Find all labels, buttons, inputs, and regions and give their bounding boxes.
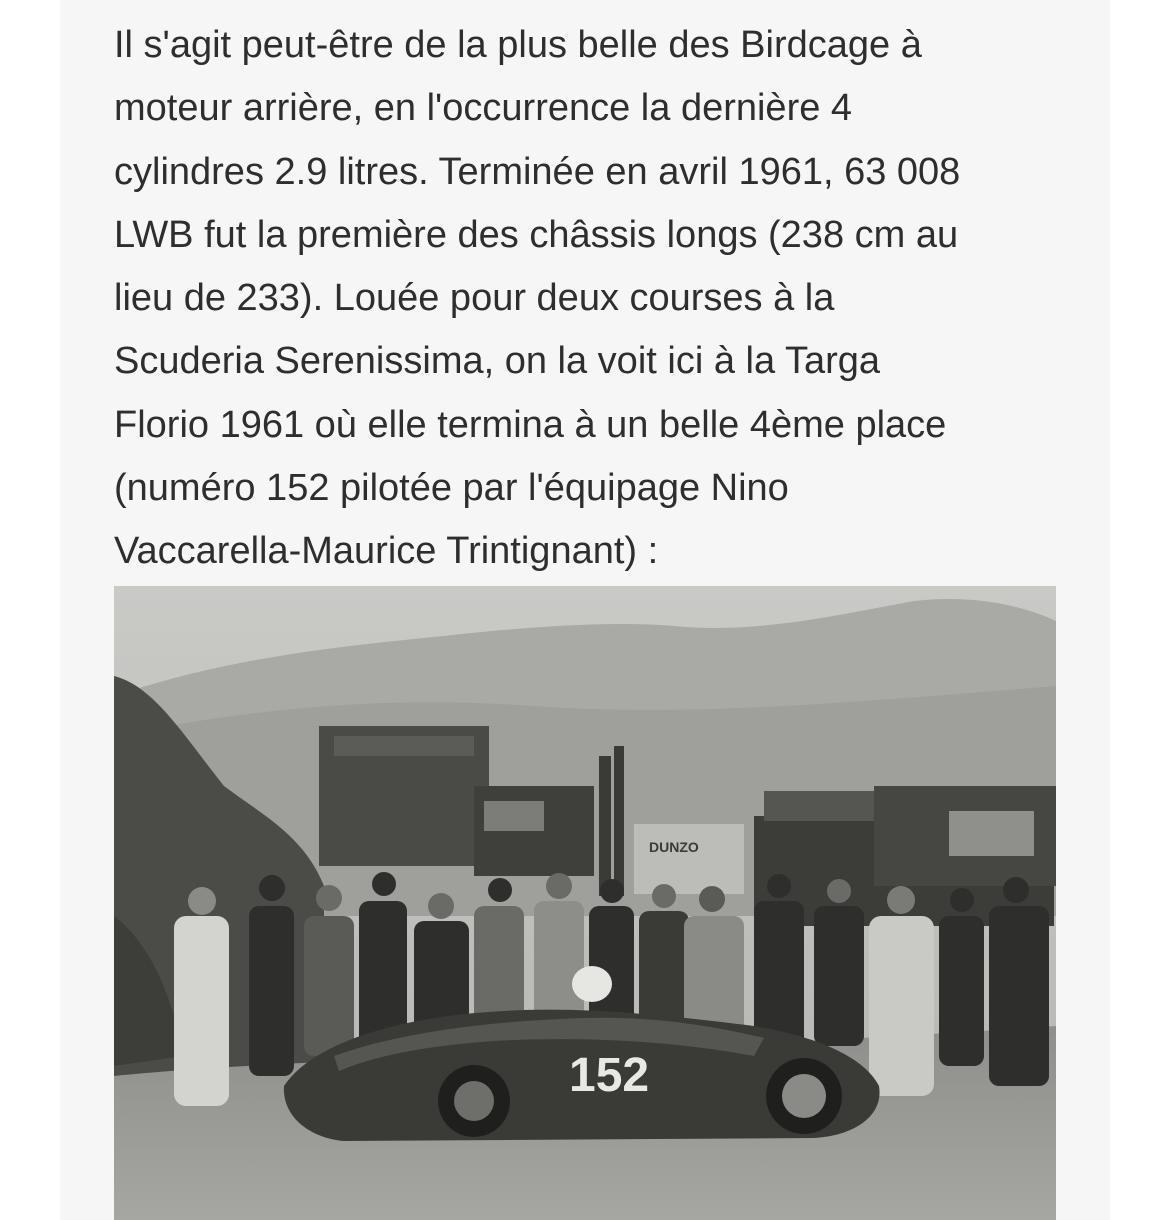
truck-sign: DUNZO xyxy=(649,839,699,855)
article-paragraph: Il s'agit peut-être de la plus belle des Birdcage à moteur arrière, en l'occurrence la dernière 4 cylindres 2.9 litres. Terminée en avril 1961, 63 008 LWB fut la première des châssis longs (238 cm au lieu de 233). Louée pour deux courses à la Scuderia Serenissima, on la voit ici à la Targa Florio 1961 où elle termina à un belle 4ème place (numéro 152 pilotée par l'équipage Nino Vaccarella-Maurice Trintignant) : xyxy=(114,24,961,573)
race-number: 152 xyxy=(569,1049,650,1102)
race-photo xyxy=(114,586,1056,1220)
driver-helmet xyxy=(572,966,612,1002)
